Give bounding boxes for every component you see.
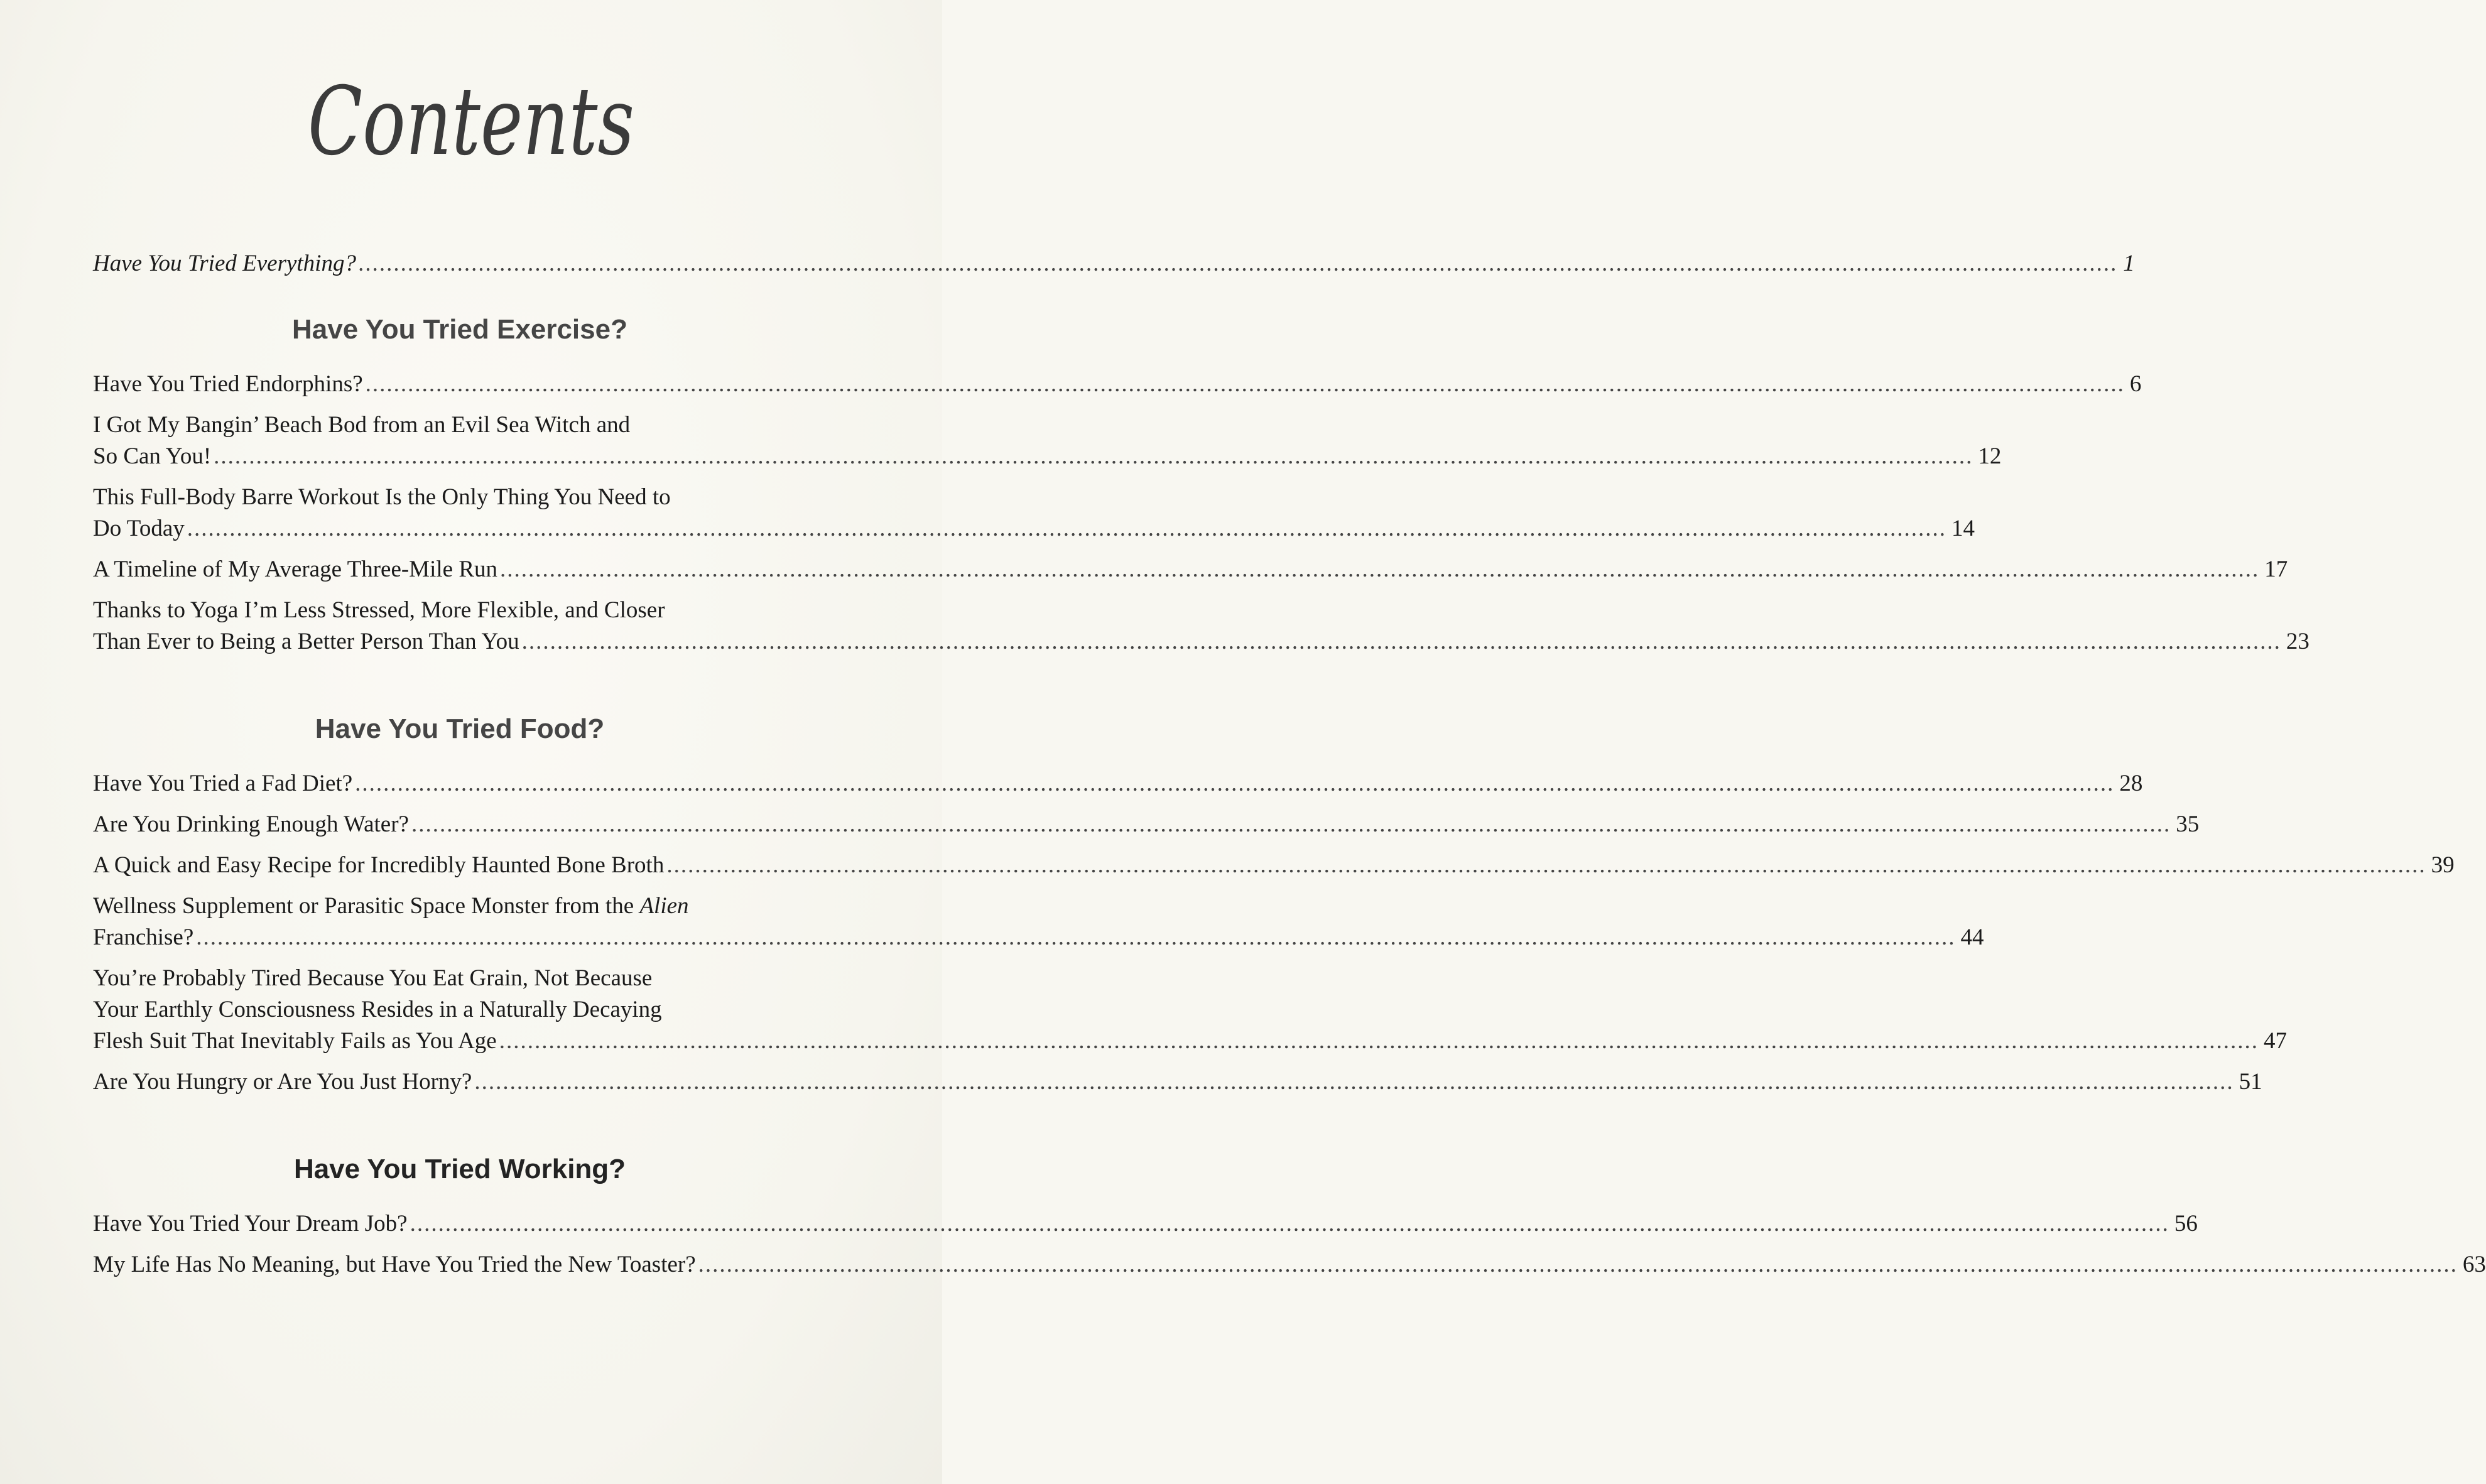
entry-title: Franchise? bbox=[93, 924, 194, 950]
page-number: 14 bbox=[1951, 516, 1975, 541]
entry-title: Do Today bbox=[93, 516, 185, 541]
page-number: 28 bbox=[2119, 771, 2143, 796]
dot-leader bbox=[698, 1249, 2458, 1281]
toc-entry[interactable] bbox=[93, 1249, 2486, 1281]
entry-title: My Life Has No Meaning, but Have You Tried the New Toaster? bbox=[93, 1252, 696, 1277]
section-heading-working: Have You Tried Working? bbox=[293, 1154, 626, 1184]
entry-title-line bbox=[93, 891, 827, 922]
italic-title: Alien bbox=[639, 893, 689, 919]
entry-title: So Can You! bbox=[93, 443, 212, 469]
entry-title: A Timeline of My Average Three-Mile Run bbox=[93, 556, 497, 582]
toc-entry[interactable] bbox=[93, 482, 1975, 544]
page-number: 39 bbox=[2431, 852, 2455, 878]
dot-leader bbox=[366, 369, 2125, 400]
toc-entry[interactable] bbox=[93, 768, 2143, 799]
svg-text:Contents: Contents bbox=[308, 67, 634, 176]
entry-title: Have You Tried Endorphins? bbox=[93, 371, 363, 397]
page-title bbox=[0, 53, 942, 185]
page-number: 47 bbox=[2263, 1028, 2287, 1054]
entry-title: Than Ever to Being a Better Person Than You bbox=[93, 629, 519, 654]
page-number: 63 bbox=[2462, 1252, 2486, 1277]
entry-title: Are You Hungry or Are You Just Horny? bbox=[93, 1069, 472, 1095]
entry-title: Have You Tried Everything? bbox=[93, 251, 356, 276]
page-number: 17 bbox=[2264, 556, 2288, 582]
toc-entry[interactable] bbox=[93, 369, 2142, 400]
toc-entry[interactable] bbox=[93, 809, 2200, 840]
dot-leader bbox=[522, 626, 2281, 658]
toc-entry[interactable] bbox=[93, 1208, 2198, 1240]
entry-title: Have You Tried a Fad Diet? bbox=[93, 771, 353, 796]
entry-title: Are You Drinking Enough Water? bbox=[93, 811, 409, 837]
page-number: 35 bbox=[2176, 811, 2200, 837]
dot-leader bbox=[499, 1026, 2259, 1057]
toc-entry[interactable] bbox=[93, 1066, 2262, 1098]
entry-title-line: Your Earthly Consciousness Resides in a Naturally Decaying bbox=[93, 997, 662, 1022]
toc-entry[interactable] bbox=[93, 963, 2287, 1057]
toc-entry[interactable] bbox=[93, 595, 2310, 658]
dot-leader bbox=[411, 809, 2171, 840]
dot-leader bbox=[666, 850, 2426, 881]
section-heading-food: Have You Tried Food? bbox=[315, 713, 605, 744]
toc-entry[interactable] bbox=[93, 891, 1984, 953]
section-heading-exercise: Have You Tried Exercise? bbox=[292, 314, 627, 345]
dot-leader bbox=[500, 554, 2259, 585]
dot-leader bbox=[410, 1208, 2169, 1240]
entry-title: Flesh Suit That Inevitably Fails as You Age bbox=[93, 1028, 497, 1054]
dot-leader bbox=[359, 248, 2118, 279]
toc-entry[interactable] bbox=[93, 554, 2288, 585]
dot-leader bbox=[196, 922, 1955, 953]
entry-title-line: I Got My Bangin’ Beach Bod from an Evil Sea Witch and bbox=[93, 412, 631, 438]
page-number: 1 bbox=[2123, 251, 2135, 276]
page-number: 12 bbox=[1978, 443, 2002, 469]
toc-entry[interactable] bbox=[93, 850, 2455, 881]
entry-title: Have You Tried Your Dream Job? bbox=[93, 1211, 408, 1237]
page-number: 44 bbox=[1960, 924, 1984, 950]
dot-leader bbox=[214, 441, 1973, 472]
entry-title-line-text: Wellness Supplement or Parasitic Space Monster from the bbox=[93, 893, 634, 919]
page-number: 56 bbox=[2174, 1211, 2198, 1237]
entry-title: A Quick and Easy Recipe for Incredibly Haunted Bone Broth bbox=[93, 852, 665, 878]
toc-entry-intro[interactable] bbox=[93, 248, 2135, 279]
entry-title-line: You’re Probably Tired Because You Eat Grain, Not Because bbox=[93, 965, 653, 991]
handwritten-title bbox=[295, 53, 647, 185]
table-of-contents bbox=[93, 248, 2486, 1281]
dot-leader bbox=[474, 1066, 2234, 1098]
page-number: 51 bbox=[2239, 1069, 2262, 1095]
entry-title-line: This Full-Body Barre Workout Is the Only Thing You Need to bbox=[93, 484, 671, 510]
dot-leader bbox=[355, 768, 2114, 799]
page-number: 6 bbox=[2129, 371, 2142, 397]
entry-title-line: Thanks to Yoga I’m Less Stressed, More Flexible, and Closer bbox=[93, 597, 665, 623]
page-number: 23 bbox=[2286, 629, 2310, 654]
dot-leader bbox=[187, 513, 1946, 544]
toc-entry[interactable] bbox=[93, 409, 2002, 472]
